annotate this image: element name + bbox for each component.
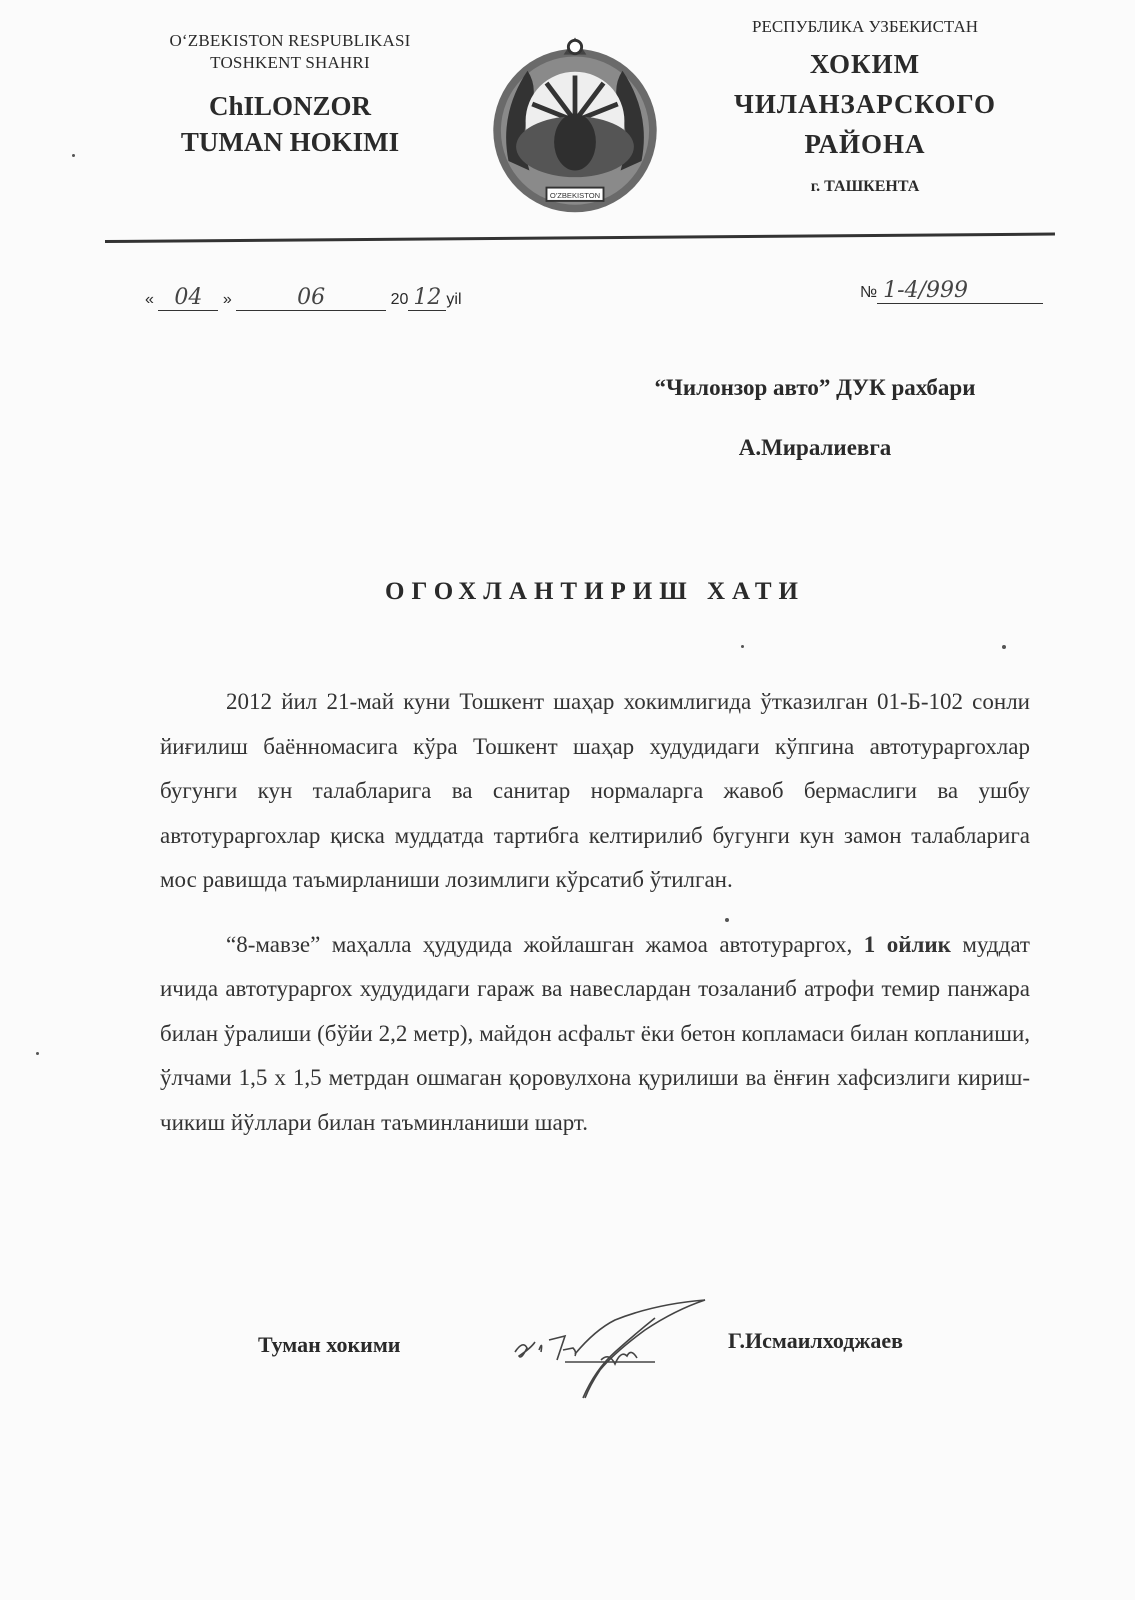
date-open-quote: « [145,291,154,308]
office-title-latin-1: ChILONZOR [208,91,372,121]
date-close-quote: » [222,291,232,308]
paragraph-1: 2012 йил 21-май куни Тошкент шаҳар хокимлигида ўтказилган 01-Б-102 сонли йиғилиш баённомасига кўра Тошкент шаҳар худудидаги кўпгина автотураргохлар бугунги кун талабларига ва санитар нормаларга жавоб бермаслиги ва ушбу автотураргохлар қиска муддатда тартибга келтирилиб бугунги кун замон талабларига мос равишда таъмирланиши лозимлиги кўрсатиб ўтилган. [160,689,1030,892]
addressee-organization: “Чилонзор авто” ДУК рахбари [654,375,976,400]
state-emblem-icon [480,28,670,218]
signatory-name: Г.Исмаилходжаев [728,1328,904,1353]
document-title: ОГОХЛАНТИРИШ ХАТИ [385,578,805,605]
city-name-latin: TOSHKENT SHAHRI [210,53,370,72]
header-right [715,16,1015,196]
date-year-label: yil [446,291,462,308]
handwritten-signature-icon [505,1290,725,1400]
scan-speck [36,1052,39,1055]
paragraph-2 [160,923,1030,1146]
scan-speck [725,918,729,922]
city-name-cyrillic: г. ТАШКЕНТА [810,178,920,195]
addressee-name: А.Миралиевга [738,435,892,460]
date-line [145,285,462,311]
document-number [860,278,1043,304]
paragraph-2-rest: муддат ичида автотураргох худудидаги гараж ва навеслардан тозаланиб атрофи темир панжара билан ўралиши (бўйи 2,2 метр), майдон асфальт ёки бетон копламаси билан копланиши, ўлчами 1,5 х 1,5 метрдан ошмаган қоровулхона қурилиши ва ёнғин хафсизлиги кириш-чикиш йўллари билан таъминланиши шарт. [160,931,1030,1135]
paragraph-2-start: “8-мавзе” маҳалла ҳудудида жойлашган жамоа автотураргох, [226,931,864,957]
number-value: 1-4/999 [877,278,1043,304]
office-title-cyrillic-2: ЧИЛАНЗАРСКОГО [734,89,996,119]
office-title-cyrillic-3: РАЙОНА [804,129,926,159]
svg-text:O'ZBEKISTON: O'ZBEKISTON [549,191,601,201]
signatory-role: Туман хокими [258,1332,401,1357]
date-month: 06 [236,285,386,311]
date-year-prefix: 20 [390,291,409,308]
republic-name-cyrillic: РЕСПУБЛИКА УЗБЕКИСТАН [751,17,979,36]
scan-speck [72,154,75,157]
republic-name-latin: O‘ZBEKISTON RESPUBLIKASI [169,31,411,50]
office-title-latin-2: TUMAN HOKIMI [180,127,400,157]
header-divider [105,233,1055,243]
scan-speck [1002,645,1006,649]
letter-body [160,680,1030,1145]
deadline-emphasis: 1 ойлик [863,931,951,957]
header-left [130,30,450,160]
office-title-cyrillic-1: ХОКИМ [809,49,921,79]
number-label: № [860,284,878,301]
scan-speck [741,645,744,648]
date-year-suffix: 12 [408,285,446,311]
addressee [600,358,1030,478]
date-day: 04 [158,285,218,311]
